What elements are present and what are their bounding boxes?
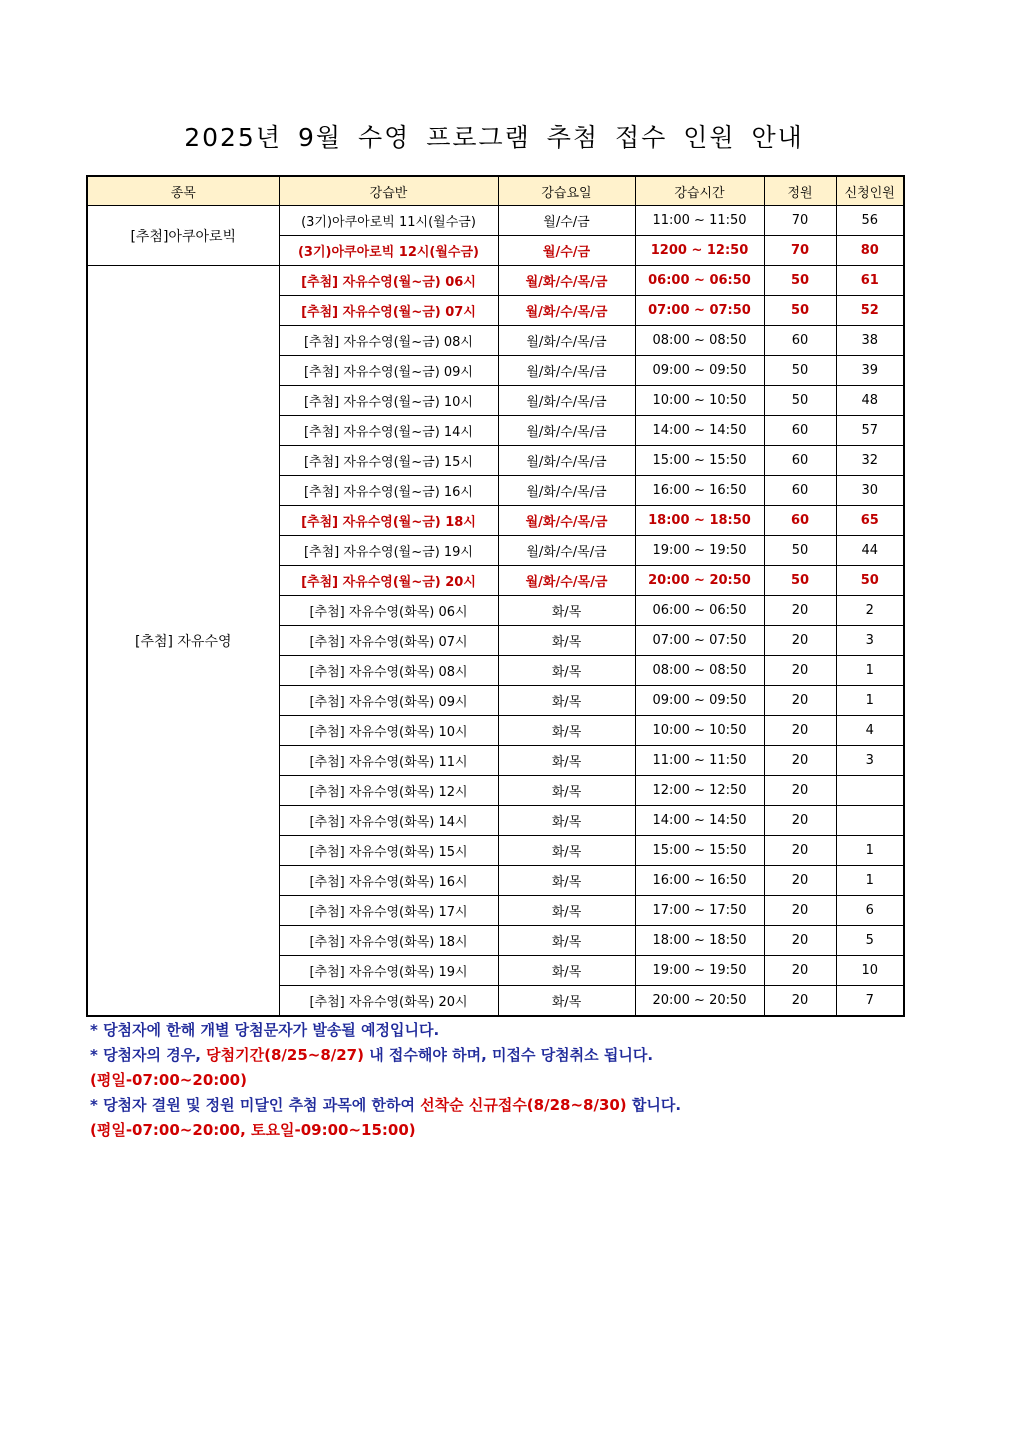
class-cell: [추첨] 자유수영(화목) 10시	[279, 716, 498, 746]
time-cell: 18:00 ~ 18:50	[635, 926, 764, 956]
time-cell: 06:00 ~ 06:50	[635, 266, 764, 296]
time-cell: 10:00 ~ 10:50	[635, 716, 764, 746]
class-cell: [추첨] 자유수영(월~금) 18시	[279, 506, 498, 536]
applied-cell: 3	[836, 746, 904, 776]
capacity-cell: 20	[764, 986, 836, 1017]
time-cell: 1200 ~ 12:50	[635, 236, 764, 266]
capacity-cell: 20	[764, 866, 836, 896]
applied-cell: 56	[836, 206, 904, 236]
time-cell: 09:00 ~ 09:50	[635, 356, 764, 386]
applied-cell: 6	[836, 896, 904, 926]
capacity-cell: 60	[764, 446, 836, 476]
applied-cell: 32	[836, 446, 904, 476]
time-cell: 15:00 ~ 15:50	[635, 836, 764, 866]
applied-cell: 2	[836, 596, 904, 626]
table-header-row	[87, 176, 904, 206]
header-days: 강습요일	[498, 176, 635, 206]
applied-cell: 1	[836, 836, 904, 866]
note-4	[90, 1093, 681, 1118]
capacity-cell: 50	[764, 386, 836, 416]
time-cell: 07:00 ~ 07:50	[635, 296, 764, 326]
class-cell: [추첨] 자유수영(월~금) 20시	[279, 566, 498, 596]
days-cell: 월/화/수/목/금	[498, 386, 635, 416]
time-cell: 14:00 ~ 14:50	[635, 416, 764, 446]
capacity-cell: 50	[764, 266, 836, 296]
time-cell: 18:00 ~ 18:50	[635, 506, 764, 536]
class-cell: [추첨] 자유수영(화목) 17시	[279, 896, 498, 926]
table-row	[87, 206, 904, 236]
class-cell: [추첨] 자유수영(화목) 06시	[279, 596, 498, 626]
applied-cell: 5	[836, 926, 904, 956]
capacity-cell: 20	[764, 926, 836, 956]
capacity-cell: 20	[764, 596, 836, 626]
class-cell: [추첨] 자유수영(월~금) 10시	[279, 386, 498, 416]
applied-cell: 38	[836, 326, 904, 356]
applied-cell: 1	[836, 656, 904, 686]
capacity-cell: 60	[764, 506, 836, 536]
class-cell: [추첨] 자유수영(화목) 15시	[279, 836, 498, 866]
table-row	[87, 266, 904, 296]
days-cell: 월/화/수/목/금	[498, 536, 635, 566]
time-cell: 16:00 ~ 16:50	[635, 476, 764, 506]
days-cell: 화/목	[498, 776, 635, 806]
days-cell: 화/목	[498, 866, 635, 896]
schedule-table	[86, 175, 905, 1017]
class-cell: [추첨] 자유수영(화목) 12시	[279, 776, 498, 806]
header-class: 강습반	[279, 176, 498, 206]
capacity-cell: 20	[764, 956, 836, 986]
capacity-cell: 20	[764, 746, 836, 776]
applied-cell: 4	[836, 716, 904, 746]
class-cell: [추첨] 자유수영(월~금) 16시	[279, 476, 498, 506]
header-applied: 신청인원	[836, 176, 904, 206]
capacity-cell: 20	[764, 656, 836, 686]
class-cell: [추첨] 자유수영(월~금) 19시	[279, 536, 498, 566]
note-3: (평일-07:00~20:00)	[90, 1071, 247, 1089]
capacity-cell: 20	[764, 776, 836, 806]
applied-cell: 39	[836, 356, 904, 386]
capacity-cell: 20	[764, 806, 836, 836]
capacity-cell: 20	[764, 626, 836, 656]
days-cell: 월/수/금	[498, 206, 635, 236]
applied-cell: 65	[836, 506, 904, 536]
time-cell: 16:00 ~ 16:50	[635, 866, 764, 896]
days-cell: 화/목	[498, 746, 635, 776]
applied-cell: 44	[836, 536, 904, 566]
class-cell: [추첨] 자유수영(화목) 18시	[279, 926, 498, 956]
time-cell: 08:00 ~ 08:50	[635, 656, 764, 686]
time-cell: 19:00 ~ 19:50	[635, 536, 764, 566]
days-cell: 월/화/수/목/금	[498, 446, 635, 476]
class-cell: [추첨] 자유수영(화목) 09시	[279, 686, 498, 716]
header-capacity: 정원	[764, 176, 836, 206]
note-2	[90, 1043, 681, 1068]
days-cell: 화/목	[498, 596, 635, 626]
class-cell: [추첨] 자유수영(월~금) 09시	[279, 356, 498, 386]
days-cell: 화/목	[498, 926, 635, 956]
applied-cell: 50	[836, 566, 904, 596]
days-cell: 월/화/수/목/금	[498, 356, 635, 386]
time-cell: 15:00 ~ 15:50	[635, 446, 764, 476]
class-cell: (3기)아쿠아로빅 12시(월수금)	[279, 236, 498, 266]
time-cell: 20:00 ~ 20:50	[635, 566, 764, 596]
applied-cell: 10	[836, 956, 904, 986]
note-4-period: 선착순 신규접수(8/28~8/30)	[420, 1096, 627, 1114]
days-cell: 화/목	[498, 686, 635, 716]
time-cell: 11:00 ~ 11:50	[635, 746, 764, 776]
capacity-cell: 20	[764, 836, 836, 866]
capacity-cell: 70	[764, 206, 836, 236]
days-cell: 월/수/금	[498, 236, 635, 266]
notes	[90, 1018, 681, 1143]
note-1: * 당첨자에 한해 개별 당첨문자가 발송될 예정입니다.	[90, 1021, 440, 1039]
days-cell: 월/화/수/목/금	[498, 566, 635, 596]
class-cell: [추첨] 자유수영(월~금) 07시	[279, 296, 498, 326]
class-cell: (3기)아쿠아로빅 11시(월수금)	[279, 206, 498, 236]
days-cell: 월/화/수/목/금	[498, 296, 635, 326]
applied-cell: 1	[836, 866, 904, 896]
class-cell: [추첨] 자유수영(월~금) 14시	[279, 416, 498, 446]
class-cell: [추첨] 자유수영(화목) 08시	[279, 656, 498, 686]
time-cell: 11:00 ~ 11:50	[635, 206, 764, 236]
time-cell: 12:00 ~ 12:50	[635, 776, 764, 806]
applied-cell: 48	[836, 386, 904, 416]
note-4-c: 합니다.	[626, 1096, 682, 1114]
class-cell: [추첨] 자유수영(화목) 19시	[279, 956, 498, 986]
header-category: 종목	[87, 176, 279, 206]
time-cell: 10:00 ~ 10:50	[635, 386, 764, 416]
applied-cell: 1	[836, 686, 904, 716]
time-cell: 06:00 ~ 06:50	[635, 596, 764, 626]
class-cell: [추첨] 자유수영(월~금) 08시	[279, 326, 498, 356]
applied-cell: 3	[836, 626, 904, 656]
days-cell: 화/목	[498, 716, 635, 746]
days-cell: 화/목	[498, 986, 635, 1017]
note-2-a: * 당첨자의 경우,	[90, 1046, 207, 1064]
capacity-cell: 70	[764, 236, 836, 266]
class-cell: [추첨] 자유수영(화목) 14시	[279, 806, 498, 836]
capacity-cell: 60	[764, 476, 836, 506]
capacity-cell: 50	[764, 296, 836, 326]
note-5: (평일-07:00~20:00, 토요일-09:00~15:00)	[90, 1121, 416, 1139]
days-cell: 월/화/수/목/금	[498, 266, 635, 296]
days-cell: 월/화/수/목/금	[498, 416, 635, 446]
capacity-cell: 20	[764, 716, 836, 746]
applied-cell: 7	[836, 986, 904, 1017]
class-cell: [추첨] 자유수영(화목) 07시	[279, 626, 498, 656]
capacity-cell: 60	[764, 326, 836, 356]
time-cell: 19:00 ~ 19:50	[635, 956, 764, 986]
applied-cell: 30	[836, 476, 904, 506]
time-cell: 14:00 ~ 14:50	[635, 806, 764, 836]
days-cell: 화/목	[498, 896, 635, 926]
header-time: 강습시간	[635, 176, 764, 206]
applied-cell: 52	[836, 296, 904, 326]
applied-cell: 57	[836, 416, 904, 446]
days-cell: 화/목	[498, 656, 635, 686]
class-cell: [추첨] 자유수영(월~금) 06시	[279, 266, 498, 296]
class-cell: [추첨] 자유수영(화목) 20시	[279, 986, 498, 1017]
days-cell: 화/목	[498, 626, 635, 656]
capacity-cell: 60	[764, 416, 836, 446]
class-cell: [추첨] 자유수영(화목) 11시	[279, 746, 498, 776]
days-cell: 화/목	[498, 956, 635, 986]
time-cell: 07:00 ~ 07:50	[635, 626, 764, 656]
page-title: 2025년 9월 수영 프로그램 추첨 접수 인원 안내	[184, 123, 804, 152]
capacity-cell: 20	[764, 896, 836, 926]
applied-cell: 80	[836, 236, 904, 266]
capacity-cell: 50	[764, 536, 836, 566]
applied-cell: 61	[836, 266, 904, 296]
applied-cell	[836, 776, 904, 806]
applied-cell	[836, 806, 904, 836]
time-cell: 20:00 ~ 20:50	[635, 986, 764, 1017]
table-body	[87, 206, 904, 1017]
class-cell: [추첨] 자유수영(월~금) 15시	[279, 446, 498, 476]
category-cell: [추첨]아쿠아로빅	[87, 206, 279, 266]
capacity-cell: 50	[764, 356, 836, 386]
category-cell: [추첨] 자유수영	[87, 266, 279, 1017]
days-cell: 화/목	[498, 806, 635, 836]
note-4-a: * 당첨자 결원 및 정원 미달인 추첨 과목에 한하여	[90, 1096, 421, 1114]
time-cell: 09:00 ~ 09:50	[635, 686, 764, 716]
time-cell: 08:00 ~ 08:50	[635, 326, 764, 356]
days-cell: 화/목	[498, 836, 635, 866]
note-2-period: 당첨기간(8/25~8/27)	[206, 1046, 364, 1064]
capacity-cell: 20	[764, 686, 836, 716]
note-2-c: 내 접수해야 하며, 미접수 당첨취소 됩니다.	[363, 1046, 654, 1064]
days-cell: 월/화/수/목/금	[498, 476, 635, 506]
days-cell: 월/화/수/목/금	[498, 506, 635, 536]
days-cell: 월/화/수/목/금	[498, 326, 635, 356]
class-cell: [추첨] 자유수영(화목) 16시	[279, 866, 498, 896]
time-cell: 17:00 ~ 17:50	[635, 896, 764, 926]
capacity-cell: 50	[764, 566, 836, 596]
